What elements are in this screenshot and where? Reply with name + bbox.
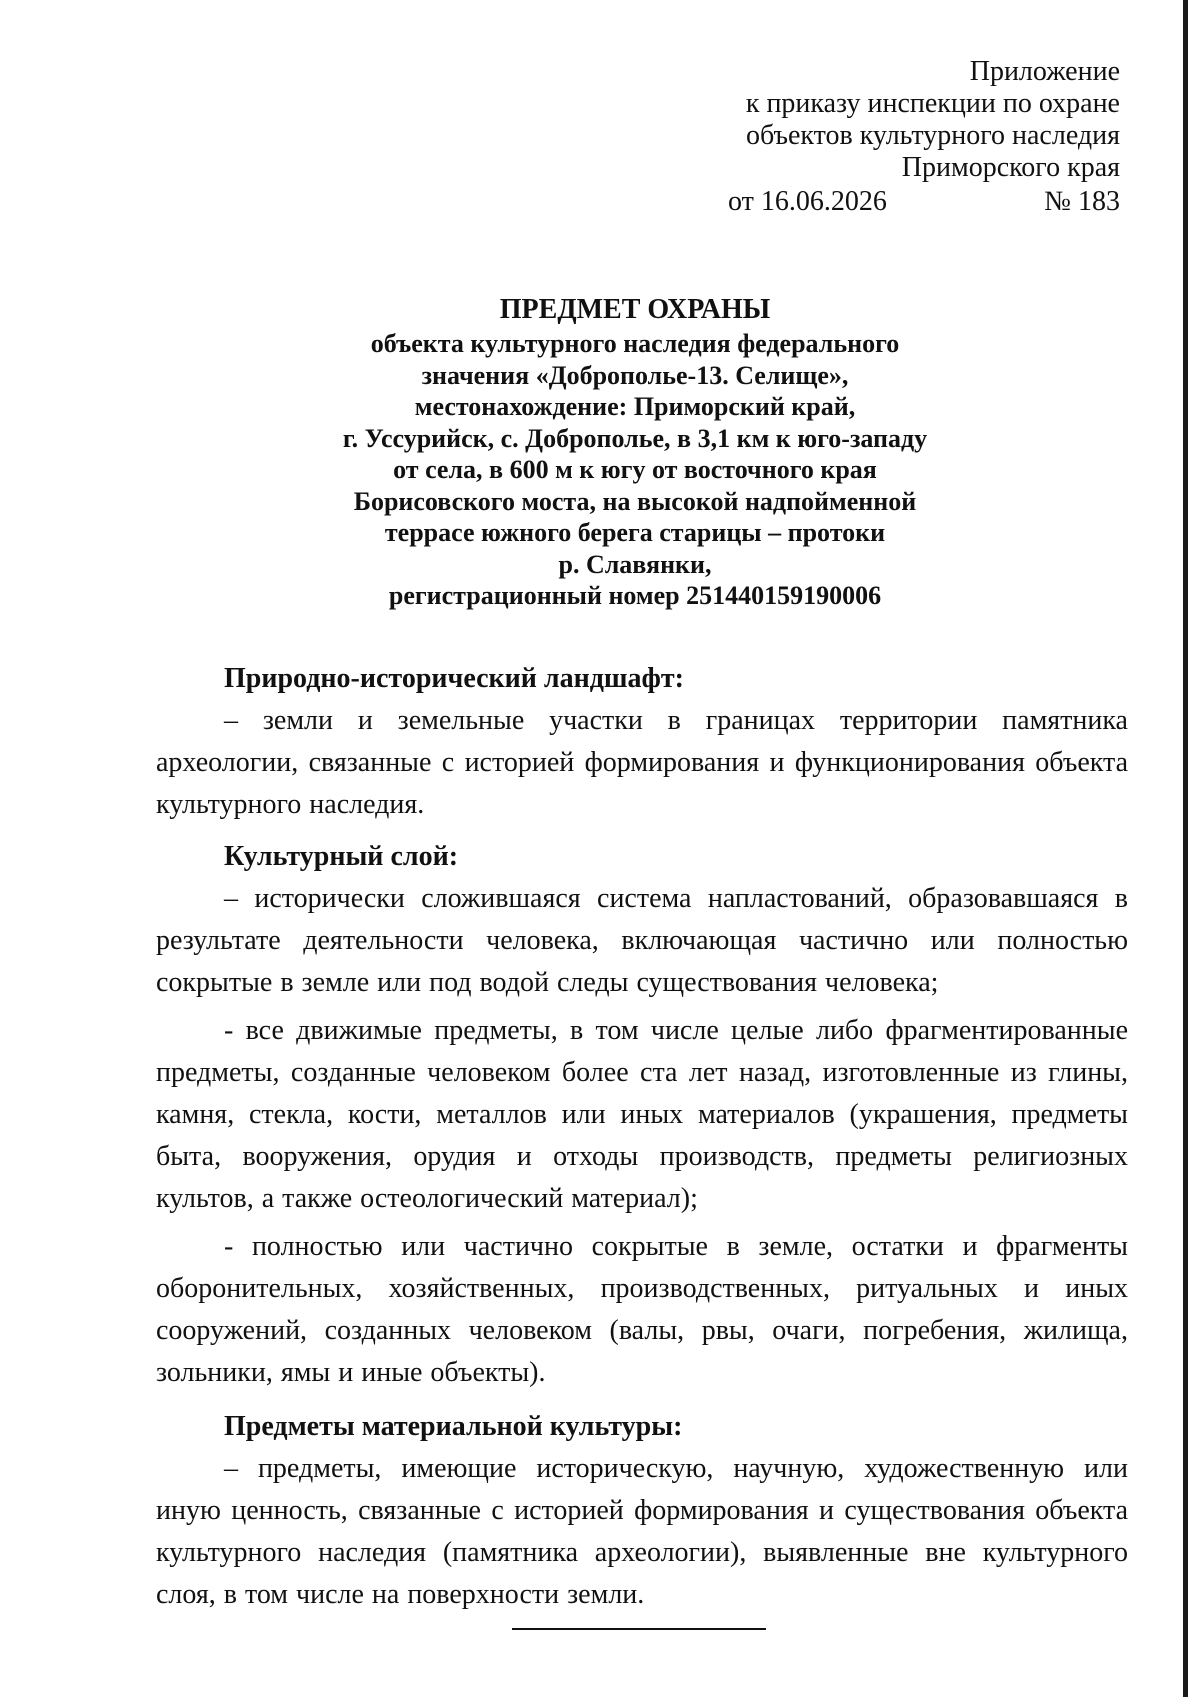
body-paragraph: – предметы, имеющие историческую, научную, художественную или иную ценность, связанные с историей формирования и существования объекта культурного наследия (памятника археологии), выявленные вне культурного слоя, в том числе на поверхности земли. [156,1453,1128,1610]
body-paragraph: – исторически сложившаяся система напластований, образовавшаяся в результате деятельности человека, включающая частично или полностью сокрытые в земле или под водой следы существования человека; [156,883,1128,998]
title-line: Борисовского моста, на высокой надпойменной [353,486,917,516]
title-line: террасе южного берега старицы – протоки [384,518,886,547]
page-edge-line [1183,0,1188,1697]
body-paragraph: - полностью или частично сокрытые в земле, остатки и фрагменты оборонительных, хозяйственных, производственных, ритуальных и иных сооружений, созданных человеком (валы, рвы, очаги, погребения, жилища, зольники, ямы и иные объекты). [156,1231,1128,1388]
body-paragraph: - все движимые предметы, в том числе целые либо фрагментированные предметы, созданные человеком более ста лет назад, изготовленные из глины, камня, стекла, кости, металлов или иных материалов (украшения, предметы быта, вооружения, орудия и отходы производств, предметы религиозных культов, а также остеологический материал); [156,1015,1128,1214]
title-line: местонахождение: Приморский край, [414,392,856,421]
order-number: № 183 [1044,186,1120,217]
title-line: регистрационный номер 251440159190006 [388,581,882,610]
title-line: значения «Доброполье-13. Селище», [421,360,849,390]
section-heading-landscape: Природно-исторический ландшафт: [224,663,685,694]
document-title: ПРЕДМЕТ ОХРАНЫ [499,294,771,325]
document-title-block [150,292,1120,612]
appendix-line: к приказу инспекции по охране [745,88,1120,119]
title-line: р. Славянки, [558,549,712,579]
closing-rule [512,1628,766,1630]
title-line: от села, в 600 м к югу от восточного края [393,455,877,484]
section-heading-material-culture: Предметы материальной культуры: [224,1411,683,1442]
title-line: г. Уссурийск, с. Доброполье, в 3,1 км к юго-западу [342,423,928,453]
appendix-header [700,56,1120,184]
order-date: от 16.06.2026 [728,186,887,217]
appendix-line: объектов культурного наследия [745,120,1120,151]
appendix-line: Приложение [969,56,1120,87]
body-paragraph: – земли и земельные участки в границах территории памятника археологии, связанные с историей формирования и функционирования объекта культурного наследия. [156,705,1128,820]
title-line: объекта культурного наследия федерального [370,329,900,358]
document-body [156,658,1128,1622]
appendix-line: Приморского края [901,152,1120,183]
section-heading-cultural-layer: Культурный слой: [224,841,459,872]
